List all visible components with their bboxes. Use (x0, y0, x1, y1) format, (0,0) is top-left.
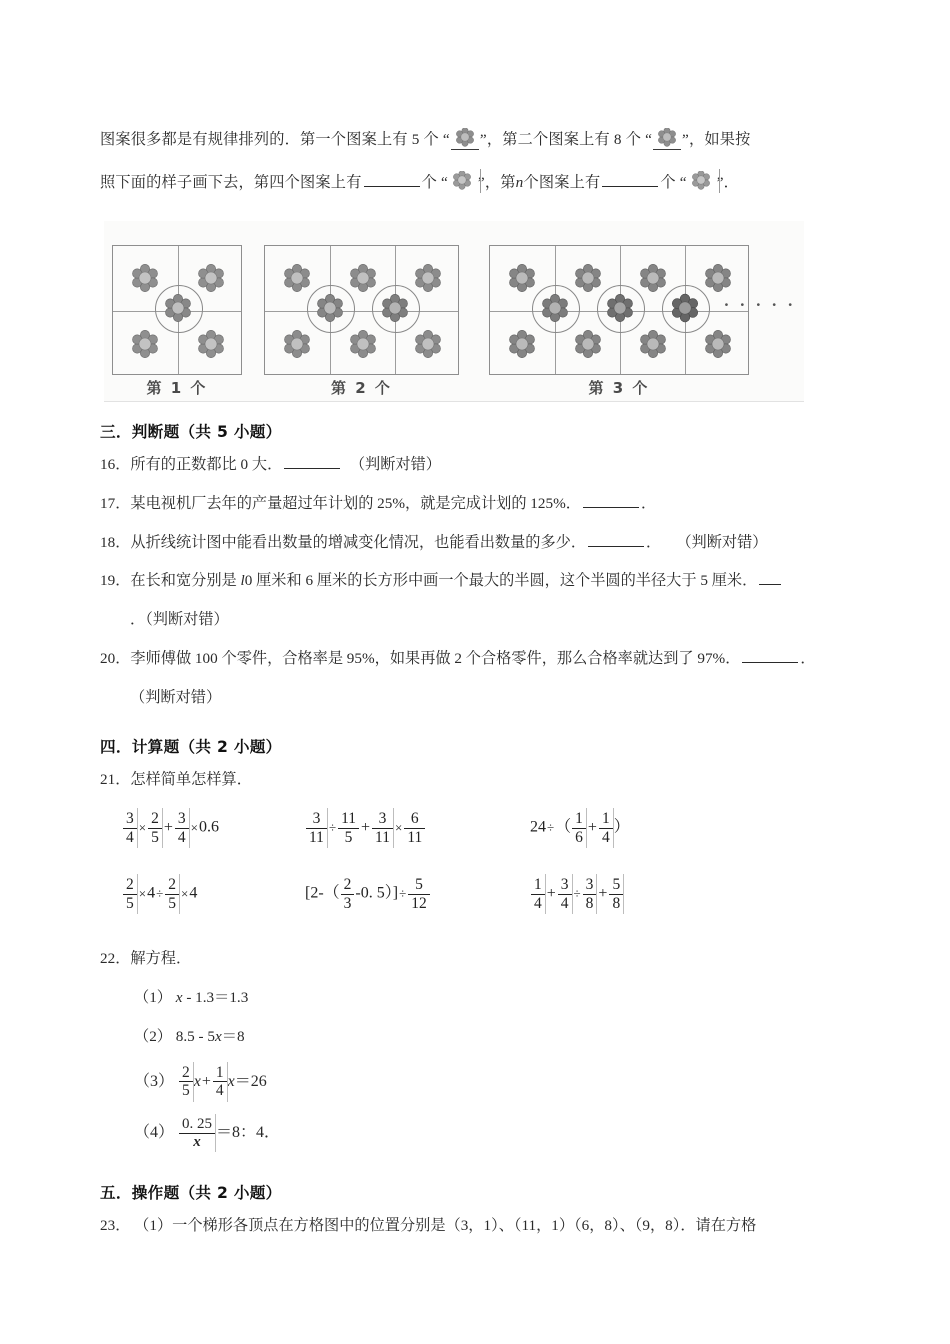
flower-icon (571, 327, 605, 361)
q21-expression-row-1 (100, 810, 875, 868)
pattern-3 (489, 245, 749, 398)
flower-icon (701, 261, 735, 295)
pattern-problem-line1-b: ”，第二个图案上有 8 个 “ (479, 131, 653, 148)
question-19-hint: ．（判断对错） (130, 611, 229, 629)
pattern-problem-line1-a: 图案很多都是有规律排列的．第一个图案上有 5 个 “ (100, 131, 450, 148)
flower-icon (194, 327, 228, 361)
flower-icon (505, 261, 539, 295)
flower-icon (346, 261, 380, 295)
equation-lead: 8.5 - 5 (175, 1027, 215, 1045)
flower-icon (538, 291, 572, 325)
flower-icon (313, 291, 347, 325)
question-19-text-a: 在长和宽分别是 (130, 572, 241, 590)
operator-plus: + (546, 885, 556, 903)
flower-icon (505, 327, 539, 361)
pattern-problem-line2-c: ”，第 (477, 174, 516, 192)
fraction: $\frac{3}{4}$ (558, 876, 572, 912)
question-17-number: 17． (100, 494, 131, 512)
operator-divide: ÷ (573, 886, 581, 902)
q21-expression-5 (305, 876, 431, 912)
operator-plus: + (163, 819, 173, 837)
pattern-1 (112, 245, 242, 398)
fraction: $\frac{2}{5}$ (148, 810, 162, 846)
question-21-number: 21． (100, 771, 131, 789)
worksheet-content (100, 118, 875, 1246)
operator-plus: + (598, 885, 608, 903)
question-17-text: 某电视机厂去年的产量超过年计划的 25%，就是完成计划的 125%． (130, 494, 581, 512)
operator-divide: ÷ (547, 820, 555, 836)
pattern-1-grid (112, 245, 242, 398)
fraction: $\frac{3}{11}$ (372, 810, 393, 846)
section-heading-three: 三．判断题（共 5 小题） (100, 423, 282, 442)
operator-multiply: × (394, 820, 403, 836)
operator-multiply: × (180, 886, 189, 902)
question-23-text: （1）一个梯形各顶点在方格图中的位置分别是（3，1）、（11，1）（6，8）、（9，8）．请在方格 (134, 1217, 757, 1235)
operator-plus: + (587, 819, 597, 837)
fraction: $\frac{1}{6}$ (572, 810, 586, 846)
equation-result: ＝26 (234, 1072, 267, 1090)
flower-icon (571, 261, 605, 295)
pattern-2-label: 第 2 个 (331, 379, 392, 398)
paren-open: （ (555, 818, 572, 836)
question-16 (100, 446, 875, 485)
flower-icon (378, 291, 412, 325)
question-18-text: 从折线统计图中能看出数量的增减变化情况，也能看出数量的多少． (130, 533, 586, 551)
pattern-problem-variable-n: n (515, 174, 524, 192)
fraction: $\frac{1}{4}$ (213, 1064, 227, 1100)
pattern-problem-line1-c: ”，如果按 (682, 131, 751, 148)
question-16-hint: （判断对错） (349, 456, 441, 474)
variable-x: x (215, 1027, 222, 1045)
pattern-1-label: 第 1 个 (146, 379, 208, 398)
question-22-number: 22． (100, 950, 131, 968)
fraction: $\frac{2}{5}$ (123, 876, 137, 912)
variable-x: x (193, 1072, 201, 1090)
fraction: $\frac{3}{8}$ (583, 876, 597, 912)
question-21-prompt: 怎样简单怎样算． (130, 771, 252, 789)
variable-x: x (175, 989, 183, 1007)
question-16-text: 所有的正数都比 0 大． (130, 456, 283, 474)
bracket-open: [2-（ (305, 884, 340, 902)
flower-icon (194, 261, 228, 295)
pattern-problem-line2-e: 个 “ (660, 174, 687, 192)
question-19-italic-digit: l (240, 572, 245, 590)
flower-icon (346, 327, 380, 361)
operator-plus: + (201, 1073, 211, 1091)
fraction: $\frac{0. 25}{x}$ (179, 1116, 215, 1151)
question-17-tail: ． (640, 494, 657, 512)
flower-icon (161, 291, 195, 325)
fraction: $\frac{5}{12}$ (408, 876, 430, 912)
pattern-problem-line2-b: 个 “ (421, 174, 448, 192)
question-21 (100, 761, 875, 800)
fraction: $\frac{2}{3}$ (341, 876, 355, 912)
question-19-number: 19． (100, 572, 131, 590)
section-heading-five: 五．操作题（共 2 小题） (100, 1184, 282, 1203)
fraction: $\frac{11}{5}$ (338, 810, 359, 846)
flower-icon (280, 327, 314, 361)
grid-line (265, 311, 458, 312)
q21-expression-1 (122, 810, 219, 846)
flower-icon (652, 128, 682, 150)
operator-divide: ÷ (399, 886, 407, 902)
answer-blank[interactable] (588, 531, 644, 546)
question-22-item-2 (100, 1018, 875, 1057)
operator-multiply: × (138, 886, 147, 902)
flower-icon (128, 261, 162, 295)
item-label: （1） (134, 989, 172, 1007)
question-20 (100, 640, 875, 718)
q21-expression-row-2 (100, 876, 875, 934)
question-22-item-4 (100, 1107, 875, 1160)
operator-multiply: × (190, 820, 198, 836)
pattern-3-grid (489, 245, 749, 398)
operator-divide: ÷ (156, 886, 164, 902)
fraction: $\frac{2}{5}$ (179, 1064, 193, 1100)
equation-rest: ＝8 (221, 1027, 245, 1045)
question-17 (100, 485, 875, 524)
fraction: $\frac{1}{4}$ (531, 876, 545, 912)
flower-icon (668, 291, 702, 325)
pattern-3-label: 第 3 个 (588, 379, 650, 398)
q21-expression-2 (305, 810, 426, 846)
answer-blank[interactable] (759, 570, 781, 585)
flower-icon (448, 171, 478, 193)
answer-blank-nth[interactable] (602, 172, 658, 187)
flower-icon (687, 171, 717, 193)
flower-icon (411, 261, 445, 295)
flower-icon (280, 261, 314, 295)
q21-expression-3 (530, 810, 630, 846)
question-22-item-1 (100, 979, 875, 1018)
pattern-problem-line2-f: ”． (716, 174, 740, 192)
fraction: $\frac{3}{4}$ (123, 810, 137, 846)
question-20-hint: （判断对错） (130, 688, 222, 706)
operator-plus: + (361, 819, 371, 837)
question-23 (100, 1207, 875, 1246)
question-18-number: 18． (100, 533, 131, 551)
item-label: （3） (134, 1072, 175, 1090)
pattern-problem-line2-a: 照下面的样子画下去，第四个图案上有 (100, 174, 362, 192)
q21-expression-4 (122, 876, 197, 912)
equation-rest: - 1.3＝1.3 (182, 989, 249, 1007)
fraction: $\frac{5}{8}$ (609, 876, 623, 912)
number: 4 (189, 884, 198, 902)
question-20-text: 李师傅做 100 个零件，合格率是 95%，如果再做 2 个合格零件，那么合格率就达到了 97%． (130, 649, 741, 667)
number: 4 (147, 884, 156, 902)
question-23-number: 23． (100, 1217, 131, 1235)
section-heading-four: 四．计算题（共 2 小题） (100, 738, 282, 757)
answer-blank[interactable] (742, 648, 798, 663)
flower-icon (411, 327, 445, 361)
flower-icon (636, 327, 670, 361)
question-18-hint: ． （判断对错） (646, 533, 768, 551)
fraction: $\frac{3}{4}$ (175, 810, 189, 846)
item-label: （2） (134, 1027, 172, 1045)
pattern-problem-paragraph (100, 118, 875, 162)
flower-icon (603, 291, 637, 325)
flower-icon (636, 261, 670, 295)
equation-result: ＝8：4． (216, 1123, 281, 1141)
question-16-number: 16． (100, 456, 131, 474)
answer-blank-fourth[interactable] (364, 172, 420, 187)
question-19 (100, 562, 875, 640)
q21-expression-6 (530, 876, 624, 912)
question-18 (100, 524, 875, 563)
number: 24 (530, 818, 546, 836)
operator-divide: ÷ (328, 820, 337, 836)
fraction: $\frac{3}{11}$ (306, 810, 327, 846)
question-22-prompt: 解方程． (130, 950, 192, 968)
pattern-continuation-ellipsis: · · · · · (723, 295, 796, 315)
fraction: $\frac{1}{4}$ (599, 810, 613, 846)
variable-x: x (227, 1072, 235, 1090)
operator-multiply: × (138, 820, 147, 836)
flower-icon (450, 128, 480, 150)
pattern-2-grid (264, 245, 459, 398)
question-22-item-3 (100, 1057, 875, 1107)
answer-blank[interactable] (284, 454, 340, 469)
pattern-figure (104, 221, 804, 402)
item-label: （4） (134, 1123, 175, 1141)
question-22 (100, 940, 875, 979)
pattern-problem-paragraph-2 (100, 162, 875, 203)
answer-blank[interactable] (583, 492, 639, 507)
pattern-2 (264, 245, 459, 398)
bracket-close: -0. 5）] (355, 884, 399, 902)
paren-close: ） (613, 818, 630, 836)
flower-icon (128, 327, 162, 361)
fraction: $\frac{2}{5}$ (165, 876, 179, 912)
question-20-number: 20． (100, 649, 131, 667)
fraction: $\frac{6}{11}$ (404, 810, 425, 846)
flower-icon (701, 327, 735, 361)
decimal-value: 0.6 (198, 818, 219, 836)
question-20-tail: ． (800, 649, 816, 667)
pattern-problem-line2-d: 个图案上有 (523, 174, 601, 192)
question-19-text-b: 0 厘米和 6 厘米的长方形中画一个最大的半圆，这个半圆的半径大于 5 厘米． (244, 572, 758, 590)
